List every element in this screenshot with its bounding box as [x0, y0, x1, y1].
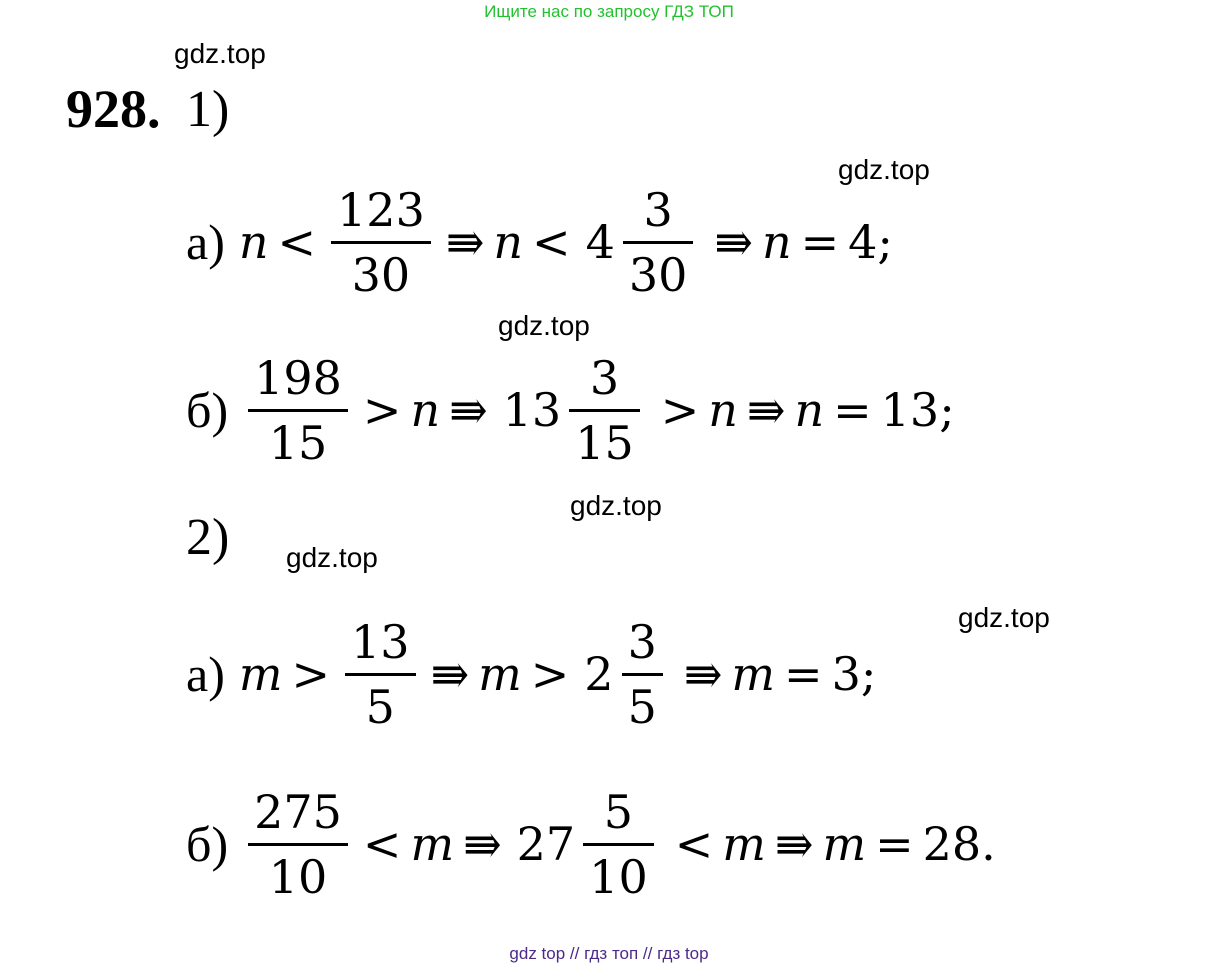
whole-part: 13 — [502, 383, 562, 437]
implies-sign: ⇛ — [683, 647, 723, 701]
result: 4; — [848, 215, 893, 269]
fraction — [622, 614, 663, 734]
task-number: 928. — [66, 79, 161, 139]
variable: m — [478, 647, 522, 701]
implies-sign: ⇛ — [774, 817, 814, 871]
variable: n — [761, 215, 792, 269]
implies-sign: ⇛ — [449, 383, 488, 437]
watermark: gdz.top — [174, 38, 266, 69]
denominator: 30 — [628, 247, 688, 302]
implies-sign: ⇛ — [430, 647, 470, 701]
fraction — [248, 350, 348, 470]
denominator: 5 — [627, 679, 657, 734]
mixed-number — [580, 182, 706, 302]
relation-sign: > — [530, 647, 570, 701]
variable: m — [822, 817, 867, 871]
variable: n — [238, 215, 269, 269]
mixed-number — [578, 614, 675, 734]
denominator: 30 — [351, 247, 411, 302]
implies-sign: ⇛ — [746, 383, 786, 437]
result: 13; — [880, 383, 955, 437]
implies-sign: ⇛ — [445, 215, 485, 269]
watermark: gdz.top — [498, 310, 590, 341]
part-1-label: 1) — [186, 81, 230, 138]
equals-sign: = — [800, 215, 840, 269]
relation-sign: > — [291, 647, 331, 701]
watermark: gdz.top — [570, 490, 662, 521]
equals-sign: = — [875, 817, 914, 871]
numerator: 123 — [337, 182, 425, 237]
variable: n — [794, 383, 825, 437]
relation-sign: < — [674, 817, 714, 871]
fraction — [623, 182, 694, 302]
equation-1b — [186, 340, 955, 480]
relation-sign: < — [532, 215, 571, 269]
footer-links[interactable]: gdz top // гдз топ // гдз top — [509, 944, 709, 963]
watermark: gdz.top — [286, 542, 378, 573]
variable: m — [731, 647, 776, 701]
result: 3; — [831, 647, 877, 701]
implies-sign: ⇛ — [463, 817, 502, 871]
watermark: gdz.top — [838, 154, 930, 185]
denominator: 15 — [268, 415, 328, 470]
variable: m — [410, 817, 455, 871]
equation-1a — [186, 172, 893, 312]
mixed-number — [497, 350, 652, 470]
implies-sign: ⇛ — [714, 215, 753, 269]
variable: m — [722, 817, 766, 871]
mixed-number — [511, 784, 666, 904]
result: 28. — [922, 817, 996, 871]
item-label: б) — [186, 382, 229, 438]
denominator: 10 — [268, 849, 328, 904]
denominator: 5 — [365, 679, 395, 734]
denominator: 15 — [575, 415, 634, 470]
numerator: 3 — [589, 350, 620, 405]
fraction — [345, 614, 416, 734]
top-banner: Ищите нас по запросу ГДЗ ТОП — [484, 2, 734, 21]
relation-sign: > — [660, 383, 700, 437]
numerator: 275 — [254, 784, 342, 839]
item-label: а) — [186, 646, 225, 702]
numerator: 198 — [254, 350, 342, 405]
numerator: 5 — [603, 784, 634, 839]
variable: n — [410, 383, 441, 437]
item-label: а) — [186, 214, 225, 270]
equals-sign: = — [784, 647, 823, 701]
relation-sign: > — [362, 383, 402, 437]
equals-sign: = — [833, 383, 872, 437]
watermark: gdz.top — [958, 602, 1050, 633]
fraction — [569, 350, 640, 470]
relation-sign: < — [362, 817, 402, 871]
whole-part: 27 — [516, 817, 576, 871]
whole-part: 2 — [584, 647, 614, 701]
whole-part: 4 — [585, 215, 615, 269]
numerator: 13 — [351, 614, 410, 669]
part-2-label: 2) — [186, 509, 230, 566]
numerator: 3 — [643, 182, 673, 237]
fraction — [583, 784, 654, 904]
numerator: 3 — [627, 614, 657, 669]
equation-2a — [186, 604, 876, 744]
fraction — [248, 784, 348, 904]
variable: m — [238, 647, 283, 701]
equation-2b — [186, 774, 996, 914]
denominator: 10 — [589, 849, 648, 904]
variable: n — [493, 215, 524, 269]
relation-sign: < — [277, 215, 317, 269]
variable: n — [708, 383, 738, 437]
fraction — [331, 182, 431, 302]
item-label: б) — [186, 816, 229, 872]
